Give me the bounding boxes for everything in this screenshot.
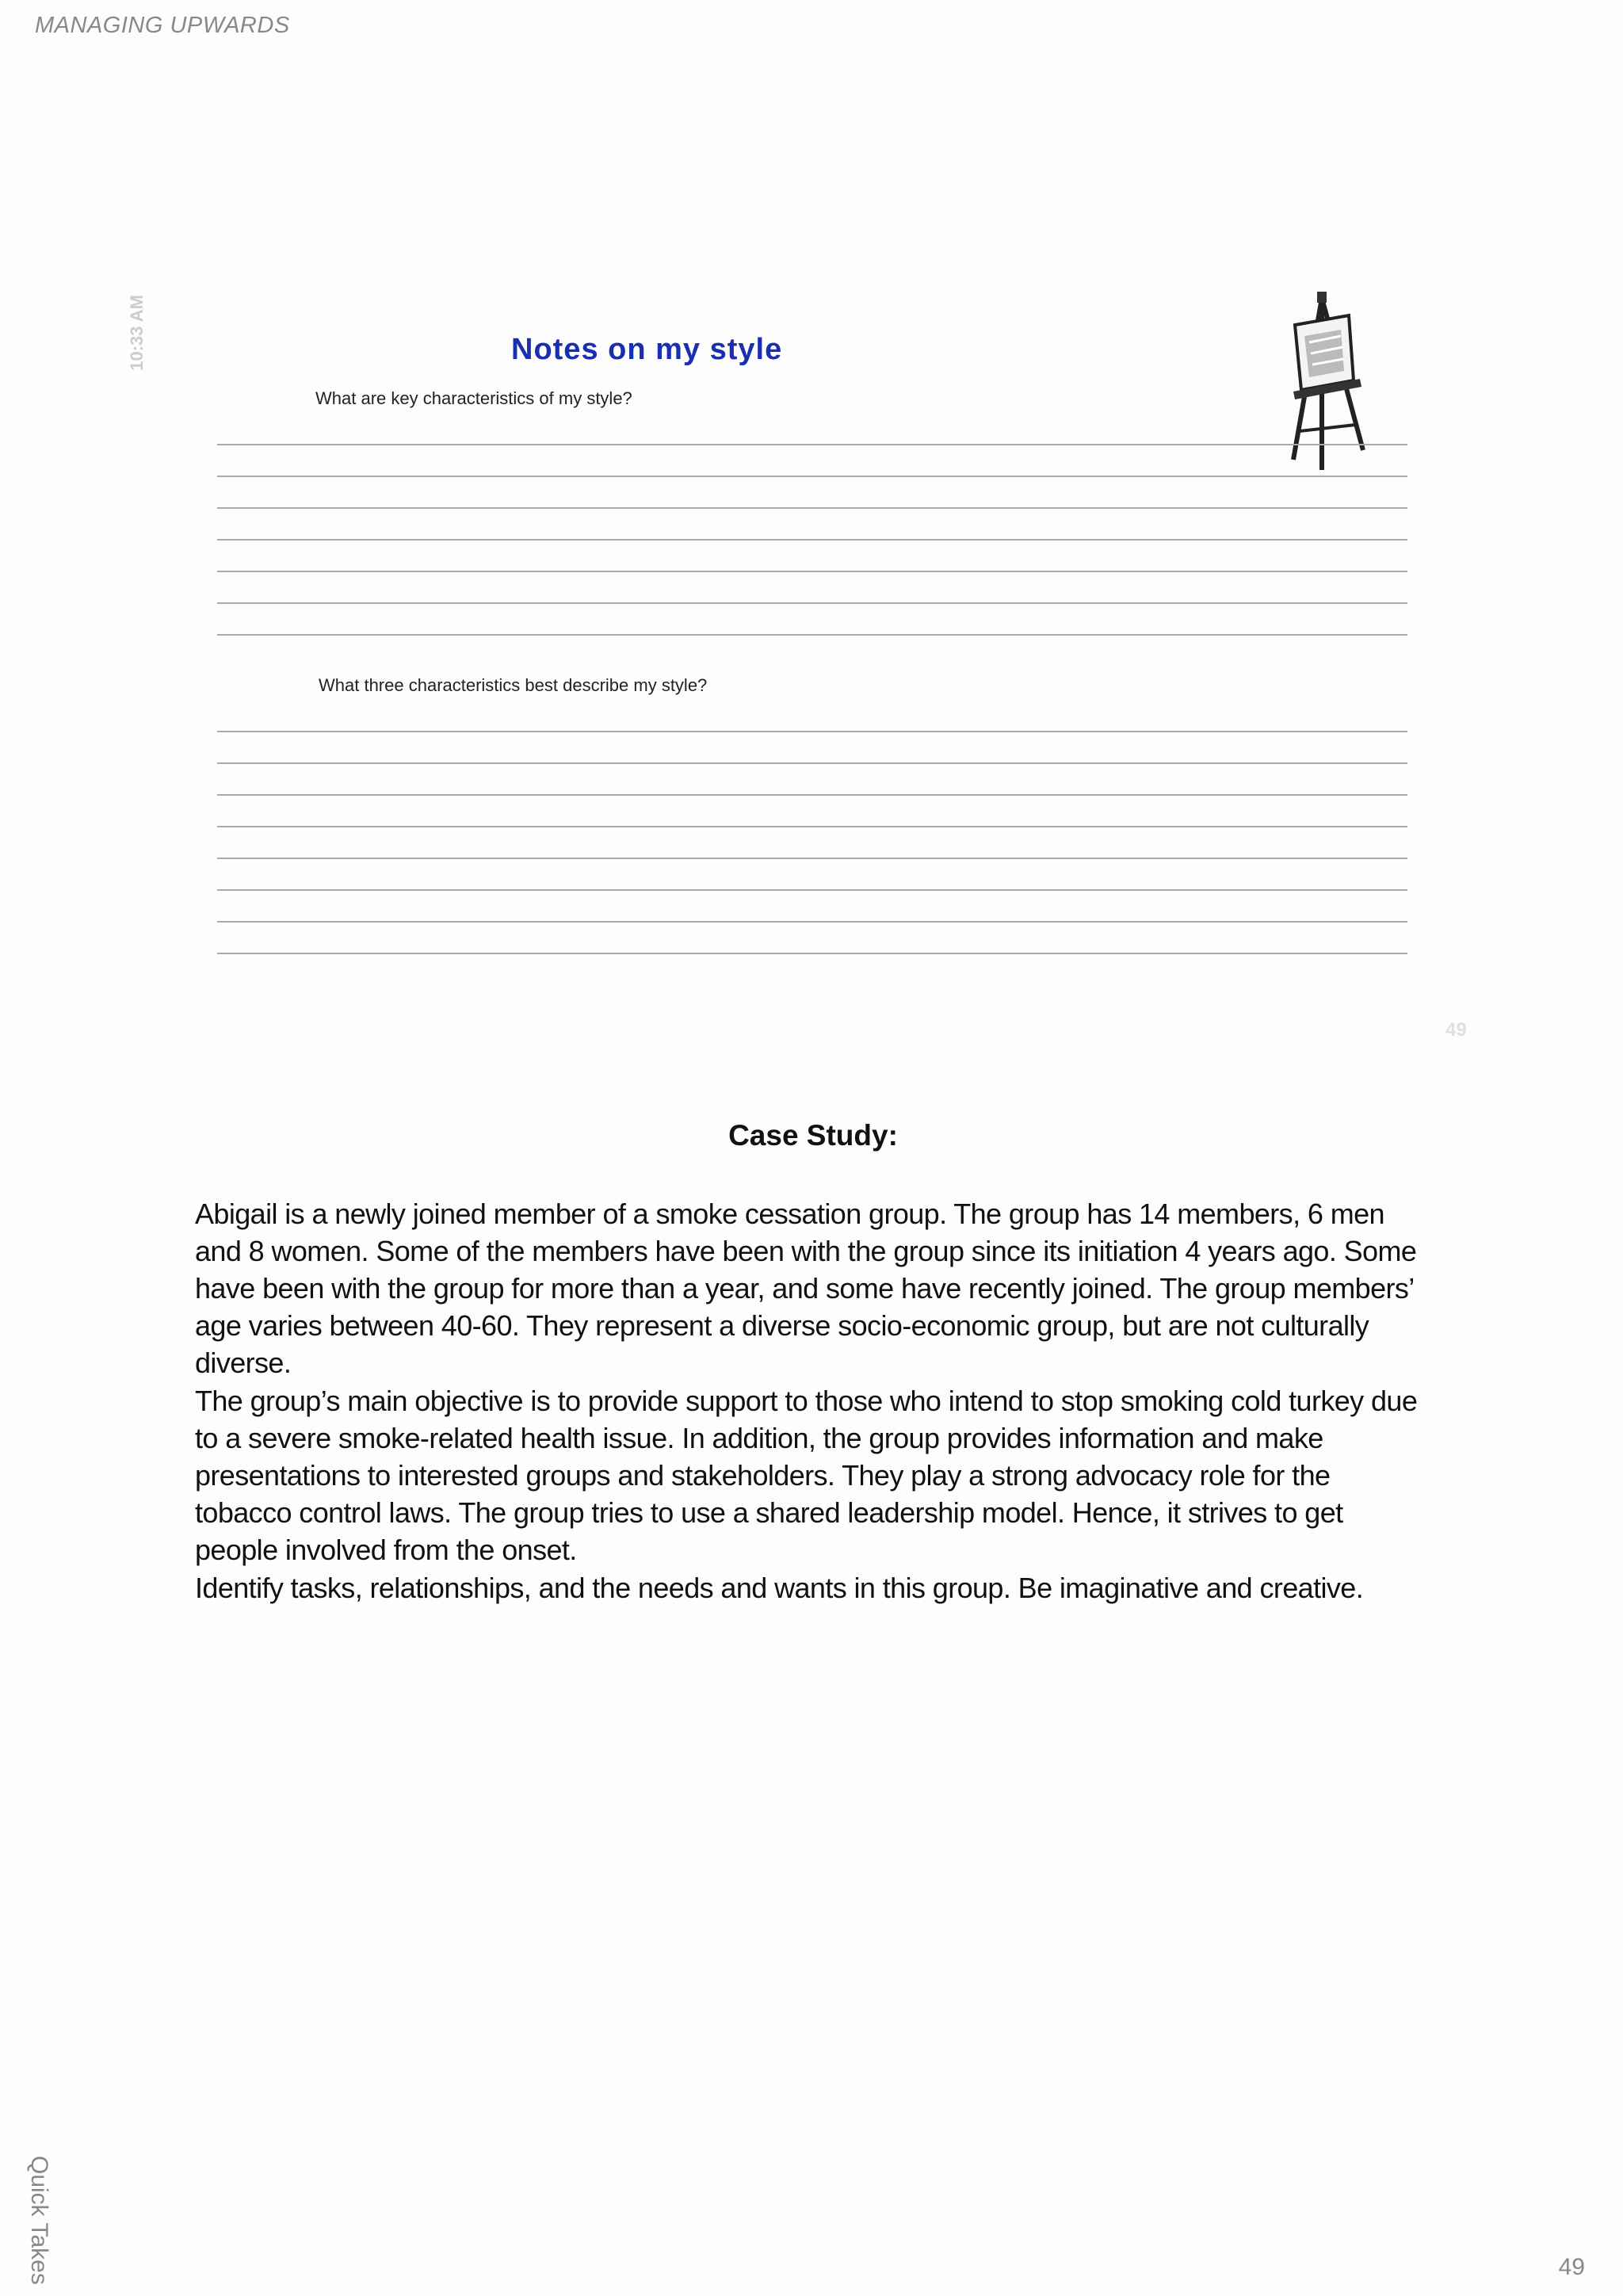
- answer-lines-three-characteristics[interactable]: [217, 731, 1407, 984]
- writing-line: [217, 634, 1407, 636]
- worksheet-title: Notes on my style: [511, 333, 783, 366]
- writing-line: [217, 571, 1407, 572]
- writing-line: [217, 921, 1407, 923]
- case-study-paragraph: The group’s main objective is to provide support to those who intend to stop smoking cold turkey due to a severe smoke-related health issue. In addition, the group provides information and make presentations to interested groups and stakeholders. They play a strong advocacy role for the tobacco control laws. The group tries to use a shared leadership model. Hence, it strives to get people involved from the onset.: [195, 1385, 1418, 1566]
- running-header: MANAGING UPWARDS: [35, 13, 290, 38]
- writing-line: [217, 826, 1407, 827]
- case-study-instruction: Identify tasks, relationships, and the needs and wants in this group. Be imaginative and creative.: [195, 1572, 1364, 1604]
- writing-line: [217, 731, 1407, 732]
- writing-line: [217, 444, 1407, 445]
- prompt-three-characteristics: What three characteristics best describe my style?: [319, 675, 708, 695]
- page-number: 49: [1558, 2254, 1585, 2280]
- writing-line: [217, 953, 1407, 954]
- side-tab-label: Quick Takes: [26, 2156, 52, 2285]
- ghost-page-number: 49: [1445, 1019, 1467, 1041]
- writing-line: [217, 602, 1407, 604]
- writing-line: [217, 476, 1407, 477]
- case-study-title-text: Case Study:: [728, 1119, 898, 1152]
- writing-line: [217, 539, 1407, 541]
- ghost-timestamp: 10:33 AM: [127, 295, 147, 371]
- writing-line: [217, 762, 1407, 764]
- case-study-paragraph: Abigail is a newly joined member of a smoke cessation group. The group has 14 members, 6 men and 8 women. Some of the members have been with the group since its initiation 4 years ago. Some have been with the group for more than a year, and some have recently joined. The group members’ age varies between 40-60. They represent a diverse socio-economic group, but are not culturally diverse.: [195, 1198, 1417, 1379]
- writing-line: [217, 858, 1407, 859]
- answer-lines-key-characteristics[interactable]: [217, 444, 1407, 666]
- writing-line: [217, 507, 1407, 509]
- case-study-title: [0, 1119, 1623, 1152]
- writing-line: [217, 889, 1407, 891]
- writing-line: [217, 794, 1407, 796]
- prompt-key-characteristics: What are key characteristics of my style?: [315, 388, 632, 408]
